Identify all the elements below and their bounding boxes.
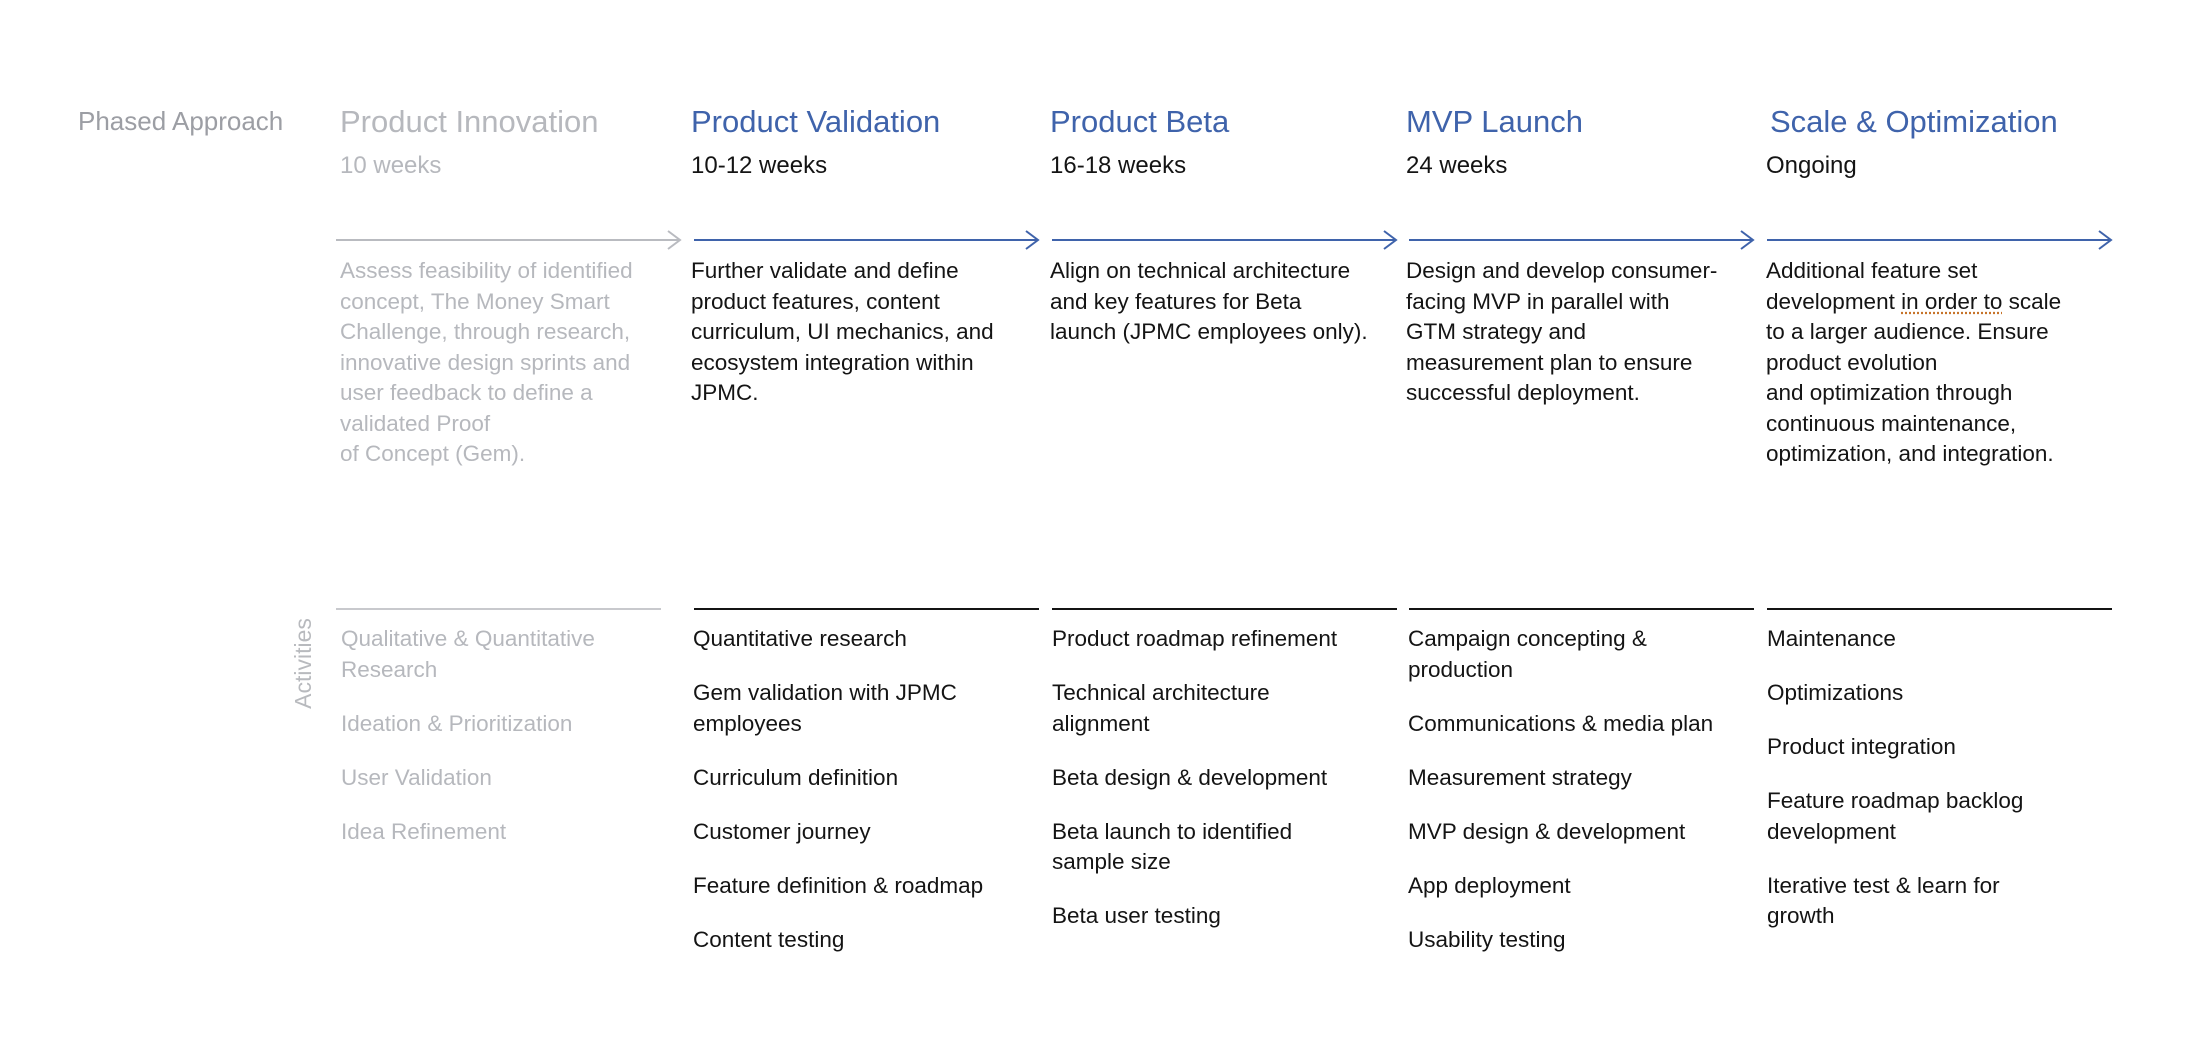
activity-item: Ideation & Prioritization bbox=[341, 710, 573, 736]
activity-item: Product roadmap refinement bbox=[1052, 626, 1338, 651]
phase-description: Design and develop consumer- facing MVP in parallel with GTM strategy and measurement plan to ensure successful deployment. bbox=[1406, 258, 1718, 405]
activity-item: Usability testing bbox=[1408, 926, 1566, 952]
phase-description: Assess feasibility of identified concept, The Money Smart Challenge, through research, innovative design sprints and user feedback to define a validated Proof of Concept (Gem). bbox=[340, 258, 633, 466]
activity-item: Maintenance bbox=[1767, 626, 1896, 651]
activity-item: Product integration bbox=[1767, 734, 1956, 759]
activities-divider bbox=[694, 608, 1039, 610]
phase-description: Align on technical architecture and key features for Beta launch (JPMC employees only). bbox=[1050, 258, 1368, 344]
activity-item: Content testing bbox=[693, 926, 845, 952]
activity-item: Customer journey bbox=[693, 818, 871, 844]
activity-item: Measurement strategy bbox=[1408, 764, 1632, 790]
phase-arrow bbox=[1767, 228, 2113, 252]
activity-item: Curriculum definition bbox=[693, 764, 899, 790]
activities-divider bbox=[1767, 608, 2112, 610]
activity-item: User Validation bbox=[341, 764, 492, 790]
activities-list bbox=[693, 624, 1033, 979]
activity-item: MVP design & development bbox=[1408, 818, 1686, 844]
activity-item: Beta user testing bbox=[1052, 903, 1221, 928]
description-text: Additional feature set development bbox=[1766, 258, 1978, 314]
phase-arrow bbox=[1409, 228, 1755, 252]
phase-arrow bbox=[1052, 228, 1398, 252]
activity-item: Idea Refinement bbox=[341, 818, 507, 844]
phase-duration: 24 weeks bbox=[1406, 152, 1508, 179]
activities-label: Activities bbox=[289, 618, 316, 709]
phased-approach-label: Phased Approach bbox=[78, 106, 284, 136]
spellcheck-flagged-text: in order to bbox=[1901, 288, 2003, 314]
phase-arrow bbox=[336, 228, 682, 252]
activity-item: Quantitative research bbox=[693, 626, 907, 651]
phase-title: Scale & Optimization bbox=[1770, 104, 2058, 139]
activities-list bbox=[341, 624, 671, 871]
activity-item: Optimizations bbox=[1767, 680, 1904, 705]
activity-item: App deployment bbox=[1408, 872, 1571, 898]
phase-title: Product Beta bbox=[1050, 104, 1230, 139]
activity-item: Technical architecture alignment bbox=[1052, 680, 1270, 736]
phase-title: Product Innovation bbox=[340, 104, 599, 139]
phase-title: MVP Launch bbox=[1406, 104, 1583, 139]
phase-description: Further validate and define product features, content curriculum, UI mechanics, and ecosystem integration within JPMC. bbox=[691, 258, 994, 405]
phase-title: Product Validation bbox=[691, 104, 941, 139]
activity-item: Feature roadmap backlog development bbox=[1767, 788, 2024, 844]
phase-arrow bbox=[694, 228, 1040, 252]
phase-description bbox=[1766, 256, 2106, 470]
activities-divider bbox=[1052, 608, 1397, 610]
activity-item: Gem validation with JPMC employees bbox=[693, 680, 957, 736]
activities-list bbox=[1767, 624, 2107, 955]
activity-item: Iterative test & learn for growth bbox=[1767, 872, 2000, 928]
activity-item: Qualitative & Quantitative Research bbox=[341, 626, 595, 682]
activity-item: Feature definition & roadmap bbox=[693, 872, 984, 898]
phase-duration: 10-12 weeks bbox=[691, 152, 828, 179]
phase-duration: 16-18 weeks bbox=[1050, 152, 1187, 179]
activities-divider bbox=[1409, 608, 1754, 610]
activity-item: Campaign concepting & production bbox=[1408, 626, 1647, 682]
activity-item: Beta launch to identified sample size bbox=[1052, 818, 1293, 874]
phase-duration: 10 weeks bbox=[340, 152, 442, 179]
activity-item: Communications & media plan bbox=[1408, 710, 1714, 736]
activities-divider bbox=[336, 608, 661, 610]
activities-list bbox=[1408, 624, 1748, 979]
description-text: scale to a larger audience. Ensure product evolution and optimization through continuous maintenance, optimization, and integration. bbox=[1766, 288, 2062, 466]
activity-item: Beta design & development bbox=[1052, 764, 1328, 790]
phase-duration: Ongoing bbox=[1766, 152, 1857, 179]
activities-list bbox=[1052, 624, 1392, 955]
